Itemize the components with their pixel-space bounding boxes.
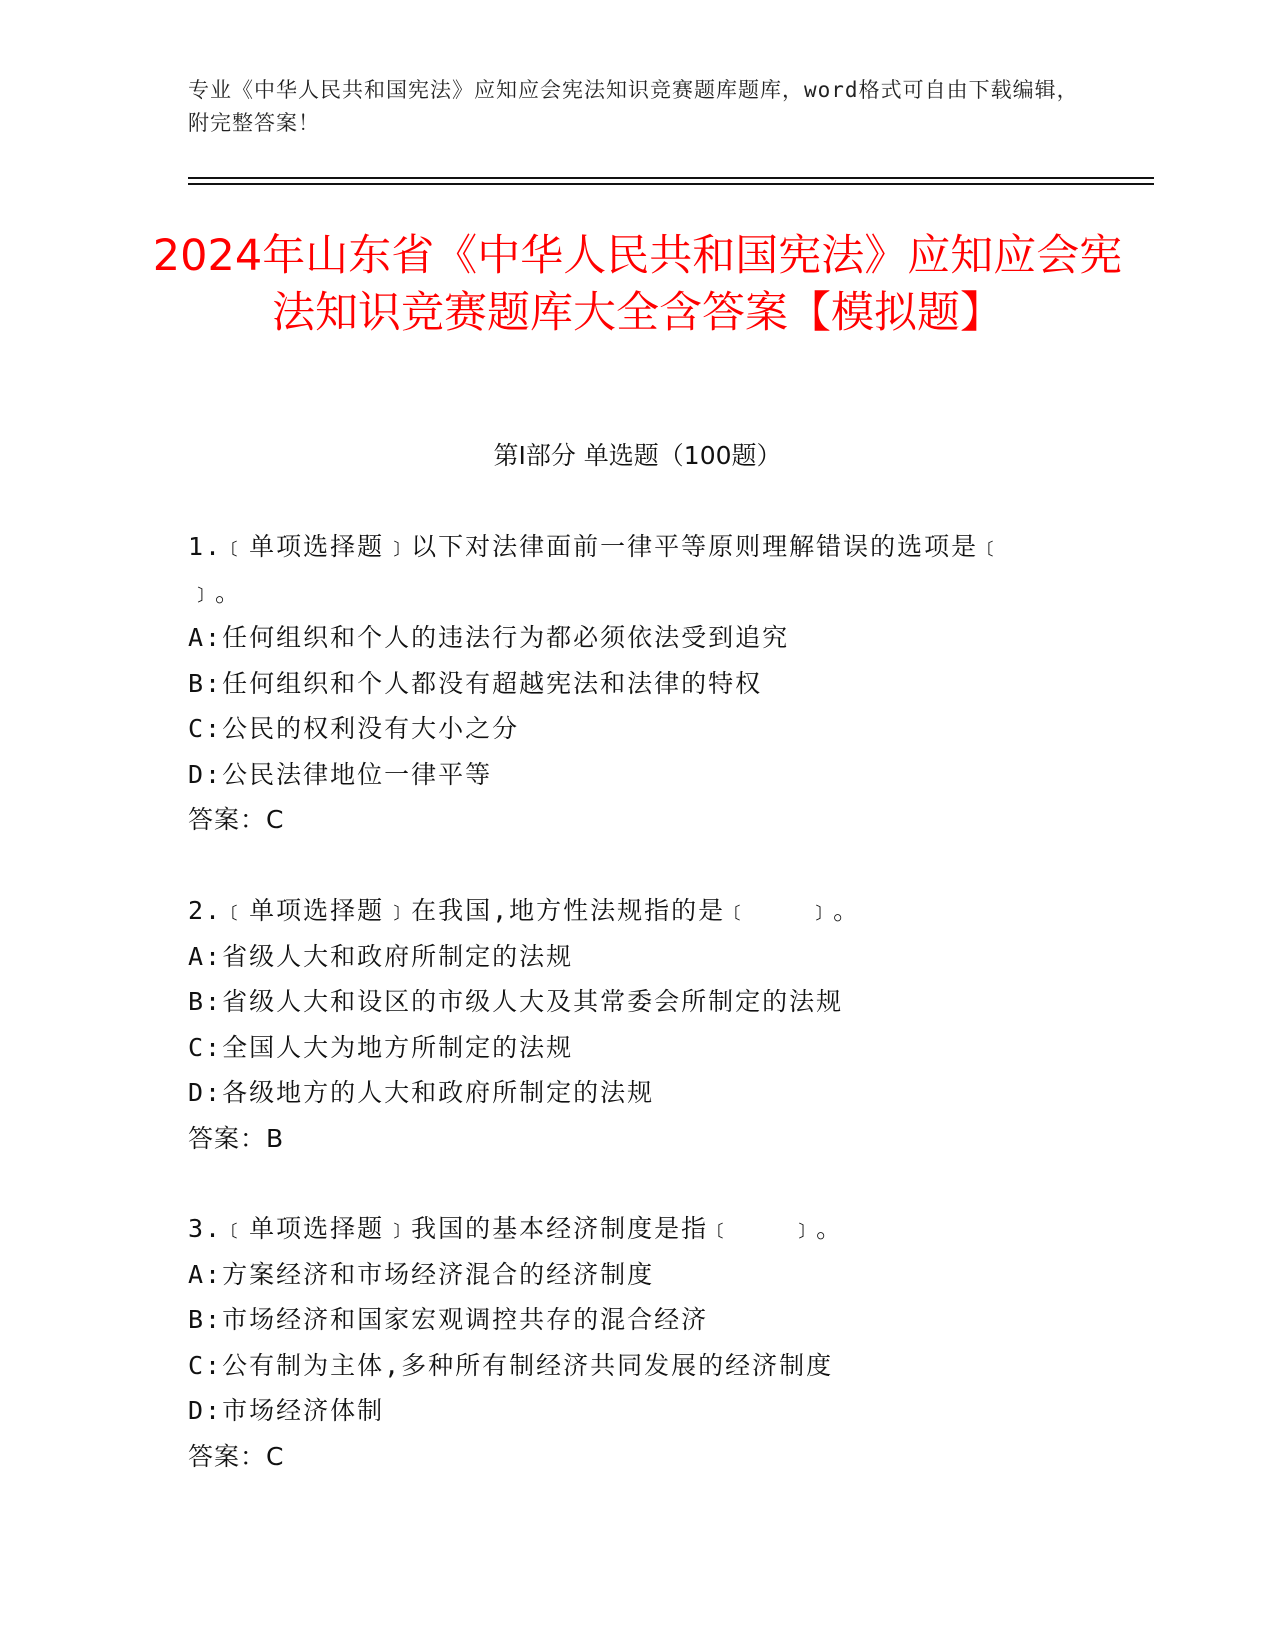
question-block	[188, 524, 1068, 843]
question-stem: 2.﹝单项选择题﹞在我国,地方性法规指的是﹝ ﹞。	[188, 896, 861, 925]
header-rule-bottom	[188, 183, 1154, 185]
option-c: C:公民的权利没有大小之分	[188, 714, 520, 743]
question-stem: 3.﹝单项选择题﹞我国的基本经济制度是指﹝ ﹞。	[188, 1214, 844, 1243]
option-d: D:公民法律地位一律平等	[188, 759, 493, 789]
document-title: 2024年山东省《中华人民共和国宪法》应知应会宪法知识竞赛题库大全含答案【模拟题】	[152, 231, 1123, 338]
option-d: D:各级地方的人大和政府所制定的法规	[188, 1078, 655, 1107]
answer: 答案：B	[188, 1123, 285, 1153]
question-block	[188, 1206, 1068, 1479]
answer: 答案：C	[188, 805, 285, 834]
option-b: B:省级人大和设区的市级人大及其常委会所制定的法规	[188, 987, 844, 1016]
option-c: C:公有制为主体,多种所有制经济共同发展的经济制度	[188, 1350, 834, 1380]
header-rule-top	[188, 177, 1154, 179]
answer: 答案：C	[188, 1441, 285, 1471]
question-block	[188, 888, 1068, 1161]
option-d: D:市场经济体制	[188, 1396, 385, 1425]
option-a: A:方案经济和市场经济混合的经济制度	[188, 1259, 655, 1289]
option-c: C:全国人大为地方所制定的法规	[188, 1032, 574, 1062]
question-stem: 1.﹝单项选择题﹞以下对法律面前一律平等原则理解错误的选项是﹝ ﹞。	[188, 532, 1006, 607]
option-b: B:任何组织和个人都没有超越宪法和法律的特权	[188, 668, 763, 698]
option-a: A:省级人大和政府所制定的法规	[188, 941, 574, 971]
header-note: 专业《中华人民共和国宪法》应知应会宪法知识竞赛题库题库，word格式可自由下载编辑，附完整答案！	[188, 78, 1079, 135]
option-b: B:市场经济和国家宏观调控共存的混合经济	[188, 1305, 709, 1334]
section-heading: 第I部分 单选题（100题）	[493, 441, 782, 470]
option-a: A:任何组织和个人的违法行为都必须依法受到追究	[188, 623, 790, 652]
